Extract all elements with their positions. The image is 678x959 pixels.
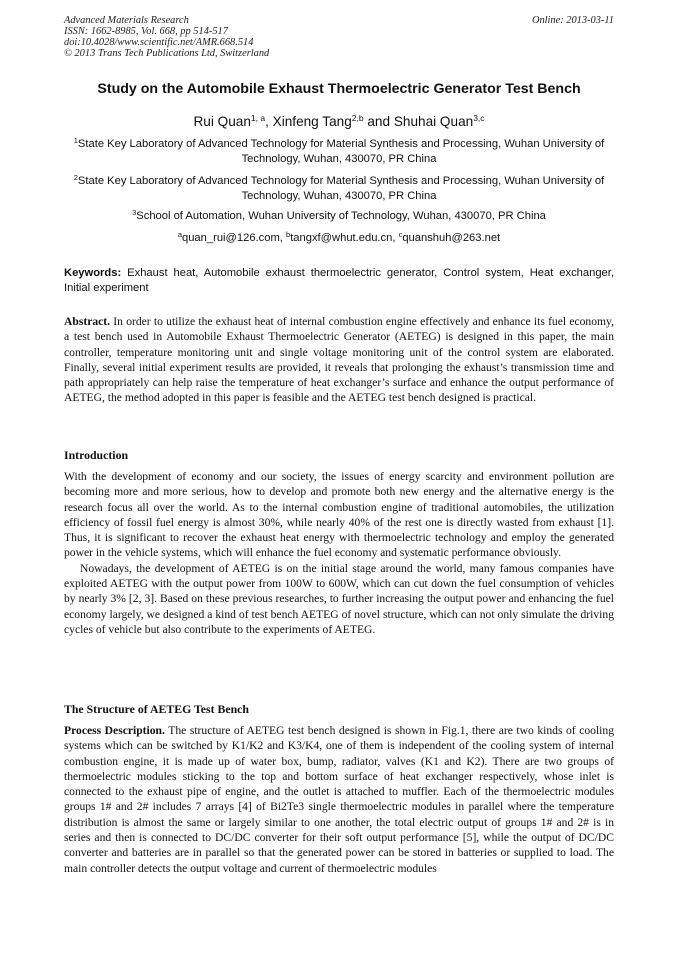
online-date: Online: 2013-03-11 [531, 15, 614, 26]
affiliation-sup: 3 [132, 208, 137, 217]
affiliation [72, 209, 606, 224]
author-sup: 2,b [351, 113, 364, 123]
affiliation-sup: 2 [73, 173, 78, 182]
process-description-label: Process Description. [64, 724, 165, 737]
affiliation-text: State Key Laboratory of Advanced Technology for Material Synthesis and Processing, Wuhan University of Technology, Wuhan, 430070, PR China [77, 138, 605, 165]
abstract [64, 314, 614, 406]
introduction-body [64, 469, 614, 637]
keywords-text: Exhaust heat, Automobile exhaust thermoelectric generator, Control system, Heat exchanger, Initial experiment [64, 267, 614, 294]
abstract-text: In order to utilize the exhaust heat of internal combustion engine effectively and enhance its fuel economy, a test bench used in Automobile Exhaust Thermoelectric Generator (AETEG) is designed in this paper, the main controller, temperature monitoring unit and single voltage monitoring unit of the control system are elaborated. Finally, several initial experiment results are provided, it reveals that prolonging the exhaust’s transmission time and path appropriately can help raise the temperature of heat exchanger’s surface and enhance the output performance of AETEG, the method adopted in this paper is feasible and the AETEG test bench designed is practical. [64, 315, 614, 405]
affiliation [72, 137, 606, 166]
affiliation-sup: 1 [73, 136, 78, 145]
email-sup: b [286, 230, 291, 239]
email-sup: c [398, 230, 403, 239]
author-name: Shuhai Quan [393, 114, 474, 129]
section-heading-introduction: Introduction [64, 448, 129, 462]
email-line [0, 232, 678, 244]
author-separator: and [363, 114, 394, 129]
author-sup: 1, a [250, 113, 266, 123]
author-sup: 3,c [473, 113, 485, 123]
affiliation-text: State Key Laboratory of Advanced Technology for Material Synthesis and Processing, Wuhan University of Technology, Wuhan, 430070, PR China [77, 175, 605, 202]
author-name: Xinfeng Tang [272, 114, 352, 129]
journal-name: Advanced Materials Research [64, 15, 189, 26]
email-link[interactable]: quan_rui@126.com, [181, 232, 287, 244]
issn-line: ISSN: 1662-8985, Vol. 668, pp 514-517 [64, 26, 228, 37]
doi-line: doi:10.4028/www.scientific.net/AMR.668.514 [64, 37, 254, 48]
paragraph: Nowadays, the development of AETEG is on the initial stage around the world, many famous companies have exploited AETEG with the output power from 100W to 600W, which can cut down the fuel consumption of vehicles by nearly 3% [2, 3]. Based on these previous researches, to further increasing the output power and enhancing the fuel economy largely, we designed a kind of test bench AETEG of novel structure, which can not only simulate the driving cycles of vehicle but also contribute to the experiments of AETEG. [64, 561, 614, 636]
abstract-label: Abstract. [64, 315, 111, 328]
author-name: Rui Quan [193, 114, 251, 129]
journal-header [64, 15, 269, 59]
email-link[interactable]: tangxf@whut.edu.cn, [290, 232, 399, 244]
affiliation [72, 174, 606, 203]
structure-body [64, 723, 614, 876]
affiliation-text: School of Automation, Wuhan University of Technology, Wuhan, 430070, PR China [136, 210, 546, 222]
paper-title: Study on the Automobile Exhaust Thermoelectric Generator Test Bench [97, 81, 581, 97]
paragraph: With the development of economy and our society, the issues of energy scarcity and environment pollution are becoming more and more serious, how to develop and promote both new energy and the alternative energy is the research focus all over the world. As to the internal combustion engine of traditional automobiles, the utilization efficiency of fossil fuel energy is almost 30%, while nearly 40% of the rest one is directly wasted from exhaust [1]. Thus, it is significant to recover the exhaust heat energy with thermoelectric technology and employ the generated power in the vehicle systems, which will enhance the fuel economy and systematic performance obviously. [64, 470, 614, 560]
process-description-text: The structure of AETEG test bench designed is shown in Fig.1, there are two kinds of cooling systems which can be switched by K1/K2 and K3/K4, one of them is independent of the cooling system of internal combustion engine, it is made up of water box, bump, radiator, valves (K1 and K2). There are two groups of thermoelectric modules sticking to the top and bottom surface of heat exchanger respectively, whose inlet is connected to the exhaust pipe of engine, and the outlet is attached to muffler. Each of the thermoelectric modules groups 1# and 2# includes 7 arrays [4] of Bi2Te3 single thermoelectric modules in parallel where the temperature distribution is almost the same or largely similar to one another, the total electric output of groups 1# and 2# is in series and then is connected to DC/DC converter for their soft output performance [5], while the output of DC/DC converter and batteries are in parallel so that the generated power can be stored in batteries or supplied to load. The main controller detects the output voltage and current of thermoelectric modules [64, 724, 614, 875]
section-heading-structure: The Structure of AETEG Test Bench [64, 702, 249, 716]
author-list [0, 114, 678, 129]
keywords [64, 266, 614, 296]
author-separator: , [265, 114, 273, 129]
email-sup: a [177, 230, 182, 239]
copyright-line: © 2013 Trans Tech Publications Ltd, Switzerland [64, 48, 270, 59]
keywords-label: Keywords: [64, 267, 122, 279]
email-link[interactable]: quanshuh@263.net [402, 232, 501, 244]
